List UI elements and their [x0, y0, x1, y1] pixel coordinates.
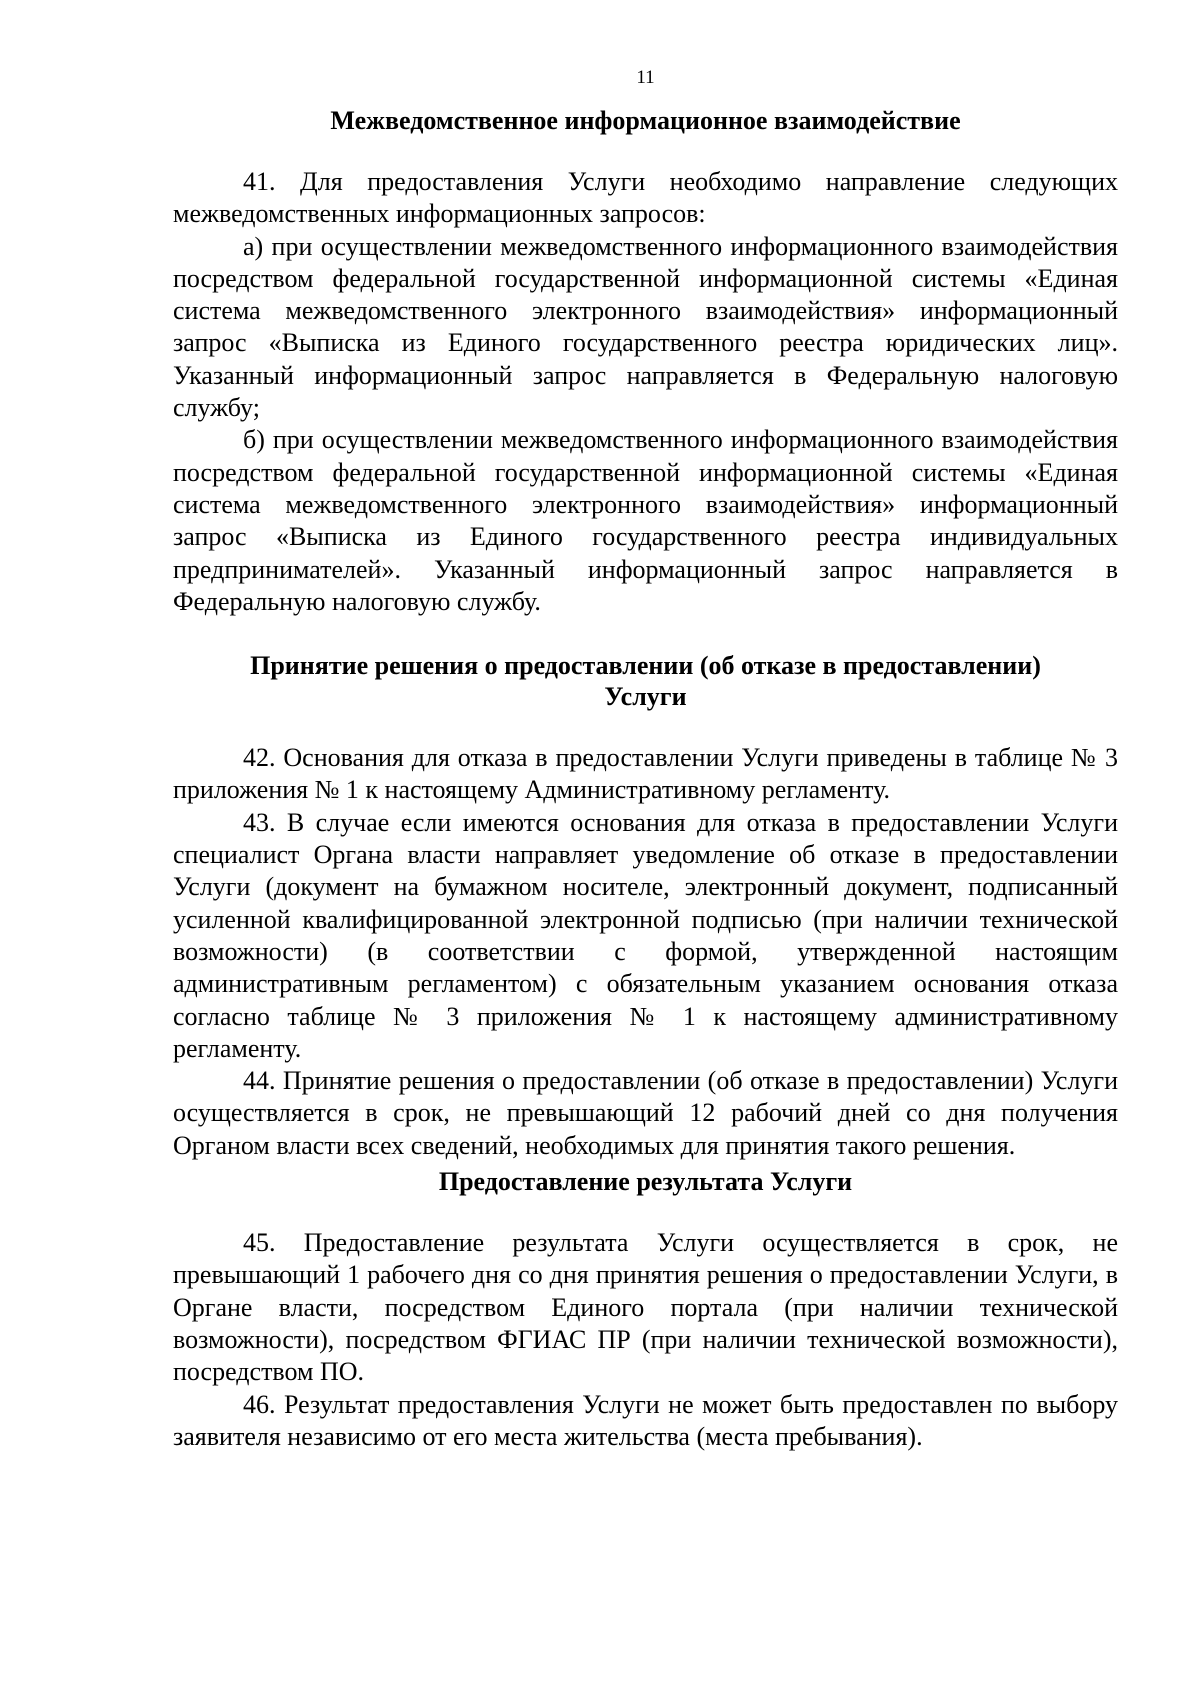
- paragraph-44: 44. Принятие решения о предоставлении (об отказе в предоставлении) Услуги осуществляется в срок, не превышающий 12 рабочий дней со дня получения Органом власти всех сведений, необходимых для принятия такого решения.: [173, 1066, 1118, 1160]
- paragraph-41-b: б) при осуществлении межведомственного информационного взаимодействия посредством федеральной государственной информационной системы «Единая система межведомственного электронного взаимодействия» информационный запрос «Выписка из Единого государственного реестра индивидуальных предпринимателей». Указанный информационный запрос направляется в Федеральную налоговую службу.: [173, 425, 1118, 616]
- section-heading-result: Предоставление результата Услуги: [438, 1167, 853, 1197]
- paragraph-41-a: а) при осуществлении межведомственного информационного взаимодействия посредством федеральной государственной информационной системы «Единая система межведомственного электронного взаимодействия» информационный запрос «Выписка из Единого государственного реестра юридических лиц». Указанный информационный запрос направляется в Федеральную налоговую службу;: [173, 231, 1118, 423]
- section-heading-decision-line2: Услуги: [604, 682, 687, 712]
- paragraph-41: 41. Для предоставления Услуги необходимо направление следующих межведомственных информационных запросов:: [173, 167, 1118, 229]
- paragraph-46: 46. Результат предоставления Услуги не может быть предоставлен по выбору заявителя независимо от его места жительства (места пребывания).: [173, 1389, 1118, 1451]
- paragraph-42: 42. Основания для отказа в предоставлении Услуги приведены в таблице № 3 приложения № 1 к настоящему Административному регламенту.: [173, 743, 1118, 805]
- paragraph-45: 45. Предоставление результата Услуги осуществляется в срок, не превышающий 1 рабочего дня со дня принятия решения о предоставлении Услуги, в Органе власти, посредством Единого портала (при наличии технической возможности), посредством ФГИАС ПР (при наличии технической возможности), посредством ПО.: [173, 1228, 1118, 1387]
- section-heading-interagency: Межведомственное информационное взаимодействие: [330, 106, 961, 135]
- paragraph-43: 43. В случае если имеются основания для отказа в предоставлении Услуги специалист Органа власти направляет уведомление об отказе в предоставлении Услуги (документ на бумажном носителе, электронный документ, подписанный усиленной квалифицированной электронной подписью (при наличии технической возможности) (в соответствии с формой, утвержденной настоящим административным регламентом) с обязательным указанием основания отказа согласно таблице № 3 приложения № 1 к настоящему административному регламенту.: [173, 807, 1118, 1063]
- section-heading-decision: [173, 650, 1118, 712]
- section-heading-decision-line1: Принятие решения о предоставлении (об отказе в предоставлении): [250, 651, 1041, 681]
- page-number: 11: [636, 67, 655, 88]
- document-page: [173, 66, 1118, 1453]
